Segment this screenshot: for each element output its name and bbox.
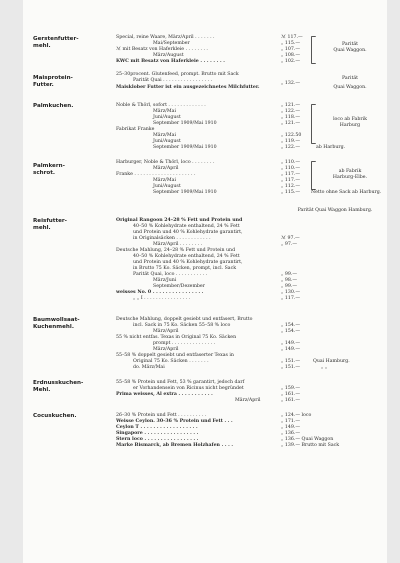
bracket (311, 104, 316, 144)
heading-line: Reisfutter- (33, 218, 67, 224)
bracket (311, 161, 316, 190)
item-line: Maisklober Futter ist ein ausgezeichnetes Milchfutter. (116, 85, 260, 90)
item-line: Juni/August (153, 184, 181, 189)
heading-line: Palmkuchen. (33, 103, 74, 109)
price-list-page (23, 0, 387, 563)
section-heading (33, 36, 95, 50)
heading-line: Palmkern- (33, 163, 65, 169)
heading-line: mehl. (33, 225, 51, 231)
item-line: Ceylon T . . . . . . . . . . . . . . . . . . (116, 425, 198, 430)
parity-note: Quai Waggon. (333, 85, 367, 90)
item-line: 55–58 % Protein und Fett, 53 % garantirt, jedoch darf (116, 380, 245, 385)
parity-note: Harburg (339, 123, 361, 128)
price: „ 97.— (281, 242, 298, 247)
price: „ 161.— (281, 392, 301, 397)
price: „ 102.— (281, 59, 301, 64)
parity-note: ab Fabrik (338, 169, 362, 174)
price: „ 124.— loco (281, 413, 312, 418)
tail-note: Netto ohne Sack ab Harburg. (311, 190, 382, 195)
section-heading (33, 75, 95, 89)
price: „ 110.— (281, 166, 301, 171)
heading-line: Maisprotein- (33, 75, 73, 81)
item-line: Noble & Thörl, sofort . . . . . . . . . . . . . (116, 103, 206, 108)
tail-note: ab Harburg. (316, 145, 346, 150)
price: „ 159.— (281, 386, 301, 391)
item-line: Original Rangoon 24–28 % Fett und Protein und (116, 218, 243, 223)
price: „ 171.— (281, 419, 301, 424)
heading-line: schrot. (33, 170, 56, 176)
item-line: März/April (153, 329, 179, 334)
parity-note: Quai Waggon. (333, 48, 367, 53)
item-line: September 1909/Mai 1910 (153, 121, 217, 126)
item-line: März/April (153, 166, 179, 171)
quai-note: „ „ (321, 365, 328, 370)
item-line: und Protein und 40 % Kohlehydrate garantirt, (133, 230, 243, 235)
heading-line: mehl. (33, 43, 51, 49)
section-heading (33, 380, 113, 394)
price: „ 154.— (281, 329, 301, 334)
price: „ 110.— (281, 160, 301, 165)
section-heading (33, 218, 95, 232)
item-line: ℳ mit Besatz von Haferkleie . . . . . . . . (116, 47, 208, 52)
heading-line: Gerstenfutter- (33, 36, 79, 42)
price: „ 122.— (281, 109, 301, 114)
parity-note: Parität (341, 76, 359, 81)
parity-note: Parität (341, 42, 359, 47)
item-line: Parität Quai . . . . . . . . . . . . . . . . . (133, 78, 213, 83)
price: „ 121.— (281, 121, 301, 126)
item-line: 26–30 % Protein und Fett . . . . . . . . . . (116, 413, 207, 418)
item-line: do. März/Mai (133, 365, 165, 370)
item-line: Deutsche Mahlung, 24–28 % Fett und Protein und (116, 248, 236, 253)
parity-note: Harburg-Elbe. (332, 175, 368, 180)
item-line: Harburger, Noble & Thörl, loco . . . . . . . . (116, 160, 215, 165)
price: „ 149.— (281, 425, 301, 430)
heading-line: Futter. (33, 82, 54, 88)
item-line: März/April (235, 398, 261, 403)
price: ℳ 117.— (281, 35, 303, 40)
item-line: 25–30procent. Glutenfeed, prompt. Brutto mit Sack (116, 72, 239, 77)
section-heading (33, 163, 95, 177)
item-line: Stern loco . . . . . . . . . . . . . . . . . (116, 437, 199, 442)
price: „ 115.— (281, 190, 301, 195)
item-line: „ „ I . . . . . . . . . . . . . . . . (133, 296, 191, 301)
price: „ 136.— (281, 431, 301, 436)
price: „ 115.— (281, 41, 301, 46)
item-line: Weisse Ceylon. 30–36 % Protein und Fett . . . (116, 419, 233, 424)
item-line: prompt . . . . . . . . . . . . . . . (153, 341, 216, 346)
item-line: er Vorhandensein von Ricinus nicht begründet (133, 386, 244, 391)
price: „ 122.50 (281, 133, 302, 138)
heading-line: Cocuskuchen. (33, 413, 77, 419)
item-line: Original 75 Ko. Säcken . . . . . . . (133, 359, 209, 364)
price: „ 136.— Quai Waggon (281, 437, 334, 442)
item-line: 55 % nicht entfas. Texas in Original 75 Ko. Säcken (116, 335, 237, 340)
item-line: Prima weisses, Al extra . . . . . . . . . . . (116, 392, 213, 397)
item-line: Fabrikat Franke (116, 127, 155, 132)
item-line: Juni/August (153, 115, 181, 120)
price: „ 117.— (281, 178, 301, 183)
price: „ 108.— (281, 53, 301, 58)
price: „ 112.— (281, 184, 301, 189)
heading-line: Baumwollsaat- (33, 317, 80, 323)
price: „ 139.— Brutto mit Sack (281, 443, 340, 448)
item-line: Parität Quai, loco . . . . . . . . . . . (133, 272, 208, 277)
quai-note: Quai Hamburg. (313, 359, 350, 364)
price: „ 119.— (281, 139, 301, 144)
item-line: März/Mai (153, 178, 176, 183)
item-line: Special, reine Waare, März/April . . . . . . . (116, 35, 215, 40)
item-line: September 1909/Mai 1910 (153, 190, 217, 195)
item-line: 40–50 % Kohlehydrate enthaltend, 24 % Fett (133, 254, 240, 259)
price: „ 98.— (281, 278, 298, 283)
item-line: KWC mit Besatz von Haferkleie . . . . . . . . (116, 59, 225, 64)
price: „ 151.— (281, 365, 301, 370)
item-line: Marke Bismarck, ab Bremen Holzhafen . . . . (116, 443, 234, 448)
price: „ 107.— (281, 47, 301, 52)
item-line: Franke . . . . . . . . . . . . . . . . . . . . . (116, 172, 196, 177)
item-line: September/Dezember (153, 284, 205, 289)
price: „ 117.— (281, 172, 301, 177)
heading-line: Kuchenmehl. (33, 324, 74, 330)
item-line: weisses No. 0 . . . . . . . . . . . . . . . . (116, 290, 204, 295)
item-line: und Protein und 40 % Kohlehydrate garantirt, (133, 260, 243, 265)
price: „ 122.— (281, 145, 301, 150)
parity-heading: Parität Quai Waggon Hamburg. (297, 208, 373, 213)
heading-line: Mehl. (33, 387, 51, 393)
price: „ 161.— (281, 398, 301, 403)
item-line: März/April . . . . . . . . (153, 242, 203, 247)
price: ℳ 97.— (281, 236, 300, 241)
price: „ 99.— (281, 284, 298, 289)
item-line: Singapore . . . . . . . . . . . . . . . . . (116, 431, 199, 436)
item-line: in Brutto 75 Ko. Säcken, prompt, incl. Sack (133, 266, 237, 271)
price: „ 118.— (281, 115, 301, 120)
item-line: Deutsche Mahlung, doppelt gesiebt und entfasert, Brutto (116, 317, 253, 322)
item-line: incl. Sack in 75 Ko. Säcken 55–58 % loco (133, 323, 231, 328)
item-line: März/Juni (153, 278, 177, 283)
price: „ 99.— (281, 272, 298, 277)
item-line: Mai/September (153, 41, 190, 46)
item-line: Juni/August (153, 139, 181, 144)
item-line: 40–50 % Kohlehydrate enthaltend, 24 % Fett (133, 224, 240, 229)
price: „ 149.— (281, 341, 301, 346)
price: „ 154.— (281, 323, 301, 328)
price: „ 149.— (281, 347, 301, 352)
item-line: März/August (153, 53, 184, 58)
item-line: 55–58 % doppelt gesiebt und entfaserter Texas in (116, 353, 234, 358)
heading-line: Erdnusskuchen- (33, 380, 84, 386)
item-line: März/Mai (153, 133, 176, 138)
bracket (311, 36, 316, 64)
price: „ 117.— (281, 296, 301, 301)
section-heading (33, 103, 95, 110)
price: „ 121.— (281, 103, 301, 108)
item-line: März/April (153, 347, 179, 352)
parity-note: loco ab Fabrik (333, 117, 367, 122)
section-heading (33, 317, 113, 331)
item-line: in Originalsäcken . . . . . . . . . . . . (133, 236, 211, 241)
item-line: März/Mai (153, 109, 176, 114)
item-line: September 1909/Mai 1910 (153, 145, 217, 150)
price: „ 132.— (281, 81, 301, 86)
price: „ 130.— (281, 290, 301, 295)
price: „ 151.— (281, 359, 301, 364)
section-heading (33, 413, 95, 420)
